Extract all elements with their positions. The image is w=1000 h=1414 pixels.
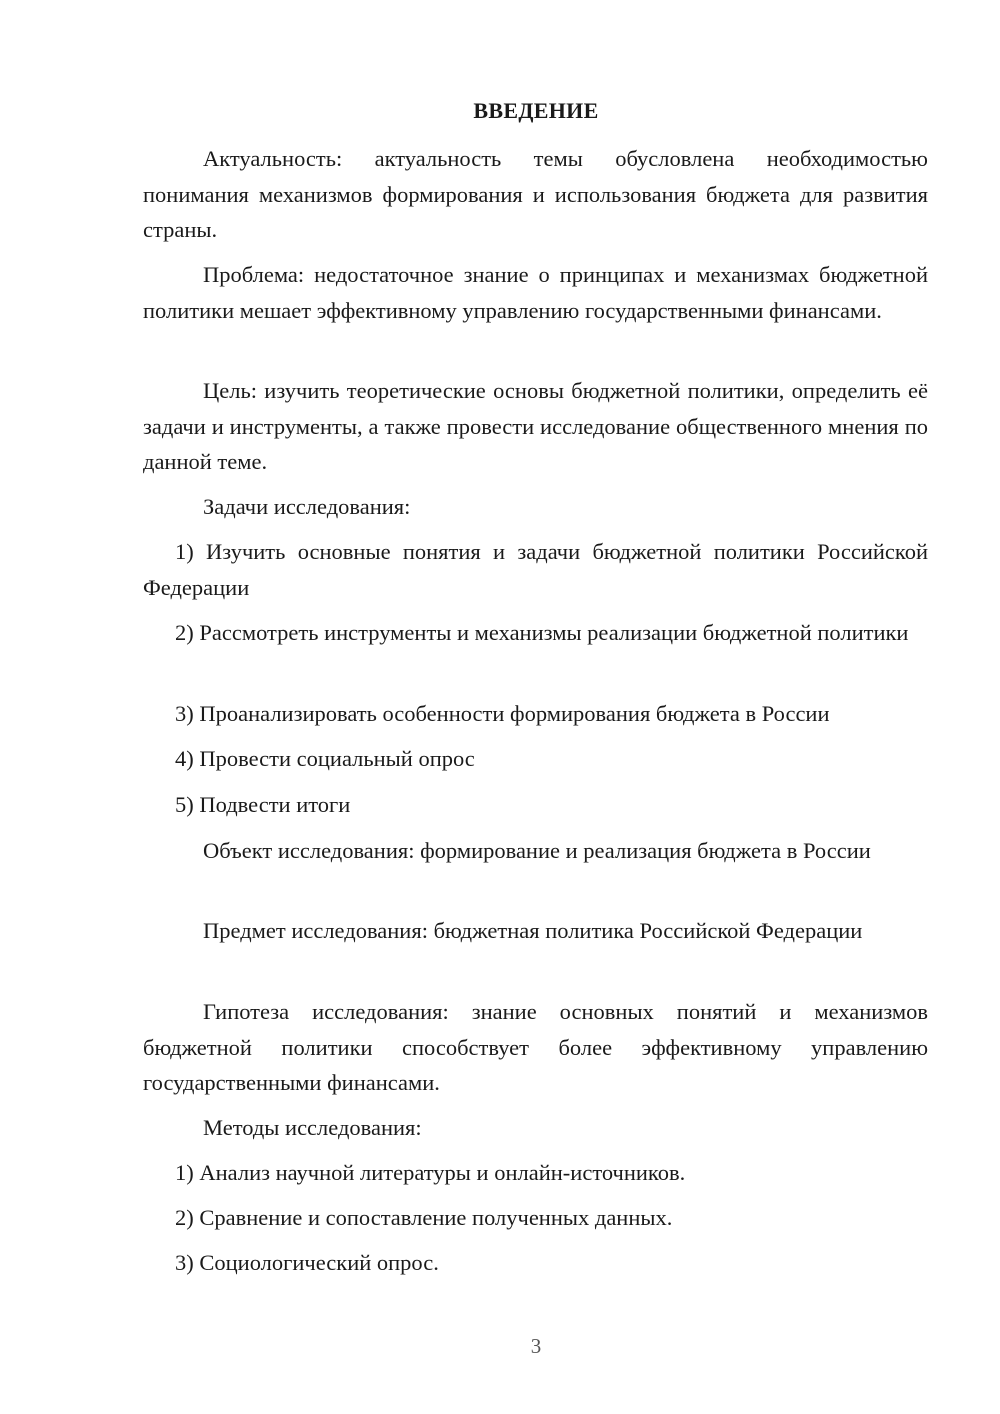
tasks-heading: Задачи исследования:	[203, 494, 411, 519]
relevance-paragraph: Актуальность: актуальность темы обусловлена необходимостью понимания механизмов формирования и использования бюджета для развития страны.	[143, 146, 928, 242]
problem-paragraph: Проблема: недостаточное знание о принципах и механизмах бюджетной политики мешает эффективному управлению государственными финансами.	[143, 262, 928, 323]
page-title: ВВЕДЕНИЕ	[473, 98, 599, 123]
method-item: 3) Социологический опрос.	[175, 1250, 439, 1275]
task-item: 2) Рассмотреть инструменты и механизмы реализации бюджетной политики	[175, 620, 909, 645]
subject-paragraph: Предмет исследования: бюджетная политика Российской Федерации	[203, 918, 863, 943]
method-item: 2) Сравнение и сопоставление полученных данных.	[175, 1205, 673, 1230]
page-number: 3	[530, 1334, 542, 1358]
task-item: 4) Провести социальный опрос	[175, 746, 475, 771]
task-item: 5) Подвести итоги	[175, 792, 351, 817]
methods-heading: Методы исследования:	[203, 1115, 422, 1140]
task-item: 3) Проанализировать особенности формирования бюджета в России	[175, 701, 830, 726]
object-paragraph: Объект исследования: формирование и реализация бюджета в России	[203, 838, 871, 863]
hypothesis-paragraph: Гипотеза исследования: знание основных понятий и механизмов бюджетной политики способствует более эффективному управлению государственными финансами.	[143, 999, 928, 1095]
goal-paragraph: Цель: изучить теоретические основы бюджетной политики, определить её задачи и инструменты, а также провести исследование общественного мнения по данной теме.	[143, 378, 928, 474]
task-item: 1) Изучить основные понятия и задачи бюджетной политики Российской Федерации	[143, 539, 928, 600]
method-item: 1) Анализ научной литературы и онлайн-источников.	[175, 1160, 686, 1185]
